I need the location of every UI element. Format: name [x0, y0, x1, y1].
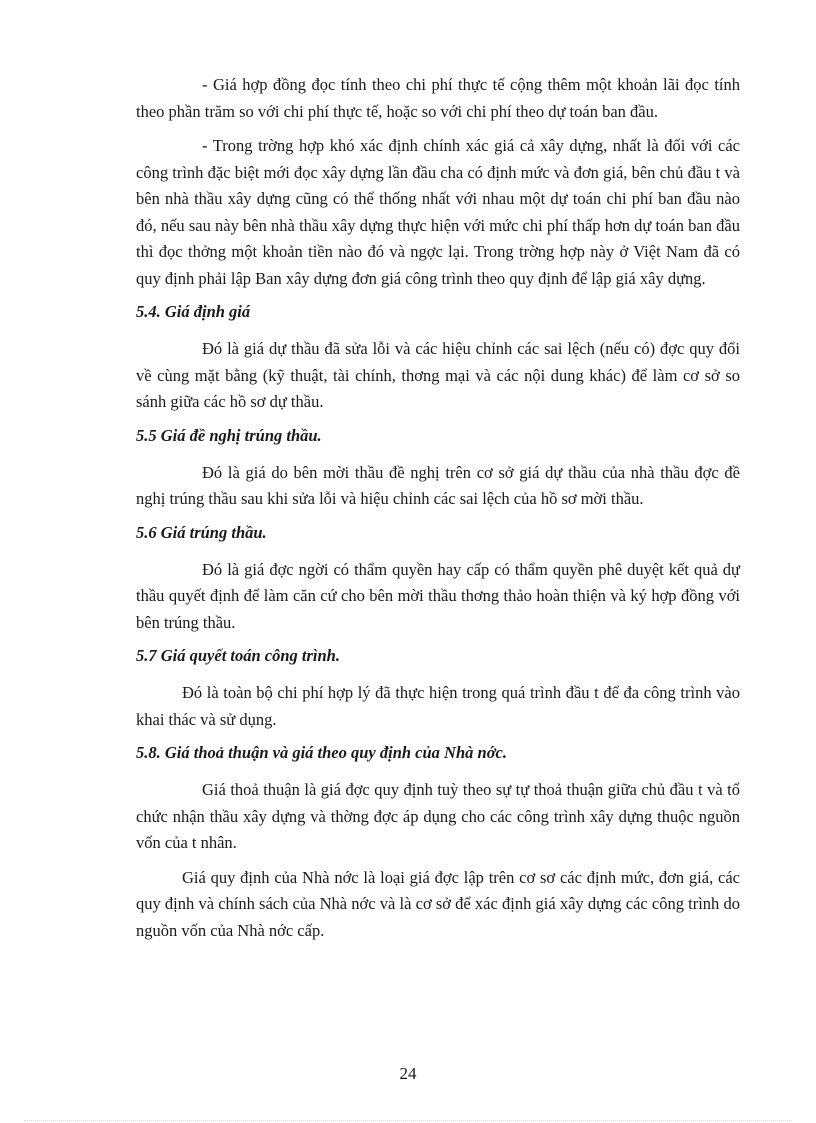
paragraph: Giá thoả thuận là giá đợc quy định tuỳ theo sự tự thoả thuận giữa chủ đầu t và tổ chức nhận thầu xây dựng và thờng đợc áp dụng cho các công trình xây dựng thuộc nguồn vốn của t nhân.	[136, 780, 740, 852]
paragraph: Đó là giá do bên mời thầu đề nghị trên cơ sở giá dự thầu của nhà thầu đợc đề nghị trúng thầu sau khi sửa lỗi và hiệu chỉnh các sai lệch của hồ sơ mời thầu.	[136, 462, 740, 508]
section-heading: 5.6 Giá trúng thầu.	[136, 522, 267, 542]
paragraph: Đó là giá đợc ngời có thẩm quyền hay cấp có thẩm quyền phê duyệt kết quả dự thầu quyết định để làm căn cứ cho bên mời thầu thơng thảo hoàn thiện và ký hợp đồng với bên trúng thầu.	[136, 559, 740, 632]
section-heading: 5.8. Giá thoả thuận và giá theo quy định của Nhà nớc.	[136, 743, 508, 762]
paragraph: Giá quy định của Nhà nớc là loại giá đợc lập trên cơ sơ các định mức, đơn giá, các quy định và chính sách của Nhà nớc và là cơ sở để xác định giá xây dựng các công trình do nguồn vốn của Nhà nớc cấp.	[136, 867, 740, 940]
paragraph: Đó là giá dự thầu đã sửa lỗi và các hiệu chỉnh các sai lệch (nếu có) đợc quy đổi về cùng mặt bằng (kỹ thuật, tài chính, thơng mại và các nội dung khác) để làm cơ sở so sánh giữa các hồ sơ dự thầu.	[136, 339, 740, 411]
paragraph: Đó là toàn bộ chi phí hợp lý đã thực hiện trong quá trình đầu t để đa công trình vào khai thác và sử dụng.	[136, 683, 740, 729]
paragraph: - Trong trờng hợp khó xác định chính xác giá cả xây dựng, nhất là đối với các công trình đặc biệt mới đọc xây dựng lần đầu cha có định mức và đơn giá, bên chủ đầu t và bên nhà thầu xây dựng cũng có thể thống nhất với nhau một dự toán chi phí ban đầu nào đó, nếu sau này bên nhà thầu xây dựng thực hiện với mức chi phí thấp hơn dự toán ban đầu thì đọc thởng một khoản tiền nào đó và ngợc lại. Trong trờng hợp này ở Việt Nam đã có quy định phải lập Ban xây dựng đơn giá công trình theo quy định để lập giá xây dựng.	[136, 136, 740, 288]
page-number: 24	[399, 1064, 417, 1083]
section-heading: 5.7 Giá quyết toán công trình.	[136, 646, 340, 665]
section-heading: 5.5 Giá đề nghị trúng thầu.	[136, 425, 322, 445]
section-heading: 5.4. Giá định giá	[136, 302, 251, 321]
document-page	[136, 72, 740, 952]
footer-divider	[24, 1120, 792, 1121]
paragraph: - Giá hợp đồng đọc tính theo chi phí thực tế cộng thêm một khoản lãi đọc tính theo phần trăm so với chi phí thực tế, hoặc so với chi phí theo dự toán ban đầu.	[136, 75, 740, 121]
